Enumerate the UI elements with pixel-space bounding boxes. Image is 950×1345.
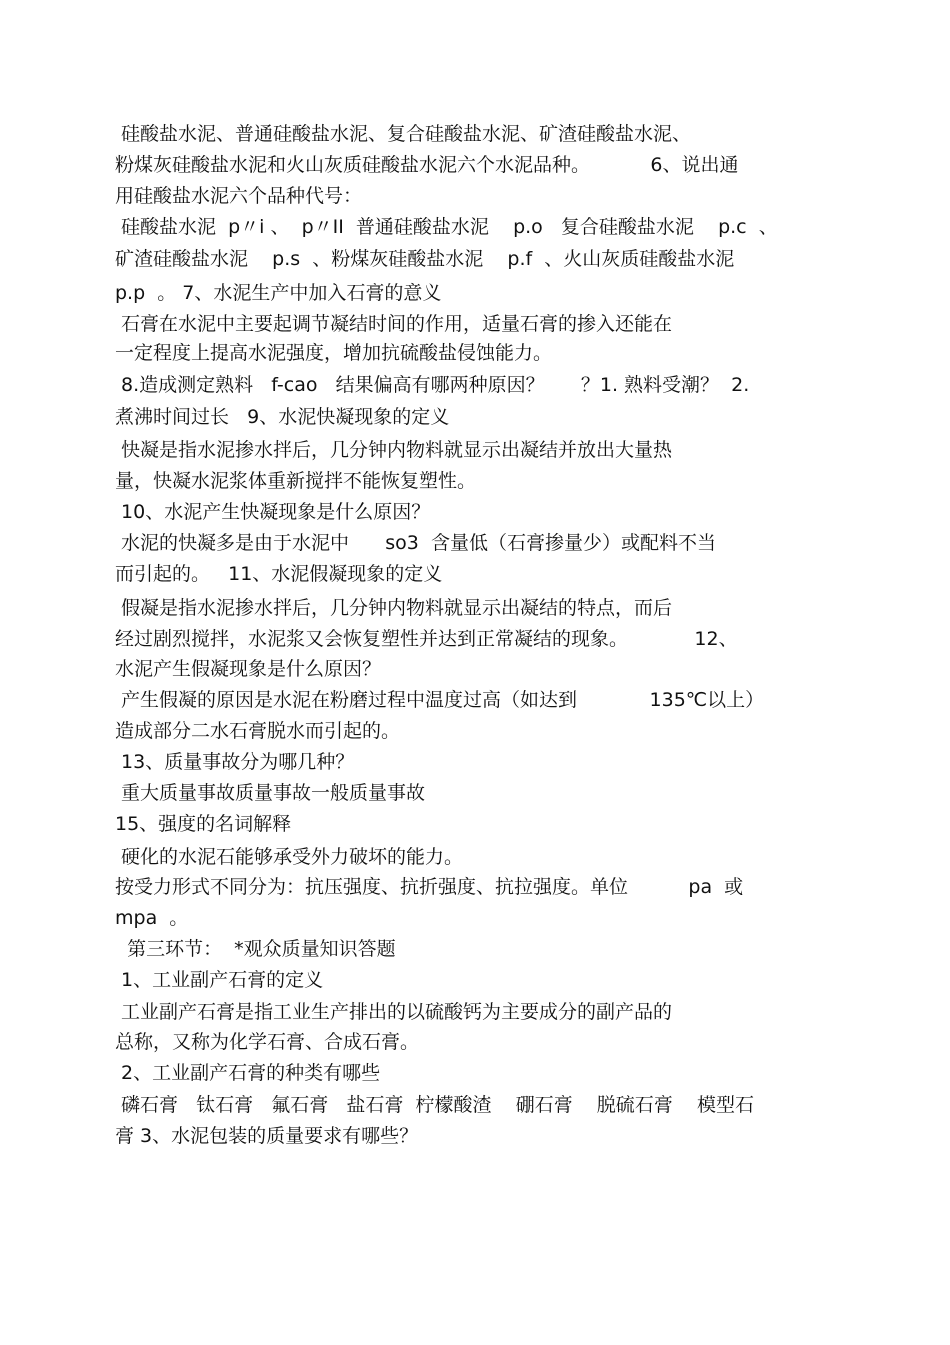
text-line: p.p 。 7、水泥生产中加入石膏的意义 [115,282,442,304]
text-line: 矿渣硅酸盐水泥 p.s 、粉煤灰硅酸盐水泥 p.f 、火山灰质硅酸盐水泥 [115,248,735,270]
text-line: 工业副产石膏是指工业生产排出的以硫酸钙为主要成分的副产品的 [115,1001,673,1023]
text-line: 按受力形式不同分为：抗压强度、抗折强度、抗拉强度。单位 pa 或 [115,876,744,898]
text-line: 煮沸时间过长 9、水泥快凝现象的定义 [115,406,450,428]
text-line: 石膏在水泥中主要起调节凝结时间的作用，适量石膏的掺入还能在 [115,313,673,335]
text-line: 硅酸盐水泥、普通硅酸盐水泥、复合硅酸盐水泥、矿渣硅酸盐水泥、 [115,123,692,145]
text-line: 重大质量事故质量事故一般质量事故 [115,782,426,804]
text-line: 水泥的快凝多是由于水泥中 so3 含量低（石膏掺量少）或配料不当 [115,532,716,554]
text-line: 1、工业副产石膏的定义 [115,969,324,991]
text-line: 膏 3、水泥包装的质量要求有哪些？ [115,1125,419,1147]
text-line: 一定程度上提高水泥强度，增加抗硫酸盐侵蚀能力。 [115,342,553,364]
text-line: 15、强度的名词解释 [115,813,292,835]
text-line: 第三环节： *观众质量知识答题 [115,938,396,960]
text-line: 造成部分二水石膏脱水而引起的。 [115,720,401,742]
text-line: 而引起的。 11、水泥假凝现象的定义 [115,563,443,585]
text-line: 8.造成测定熟料 f-cao 结果偏高有哪两种原因？ ？1. 熟料受潮？ 2. [115,374,750,396]
text-line: 13、质量事故分为哪几种？ [115,751,355,773]
text-line: 粉煤灰硅酸盐水泥和火山灰质硅酸盐水泥六个水泥品种。 6、说出通 [115,154,739,176]
text-line: 产生假凝的原因是水泥在粉磨过程中温度过高（如达到 135℃以上） [115,689,765,711]
text-line: 经过剧烈搅拌，水泥浆又会恢复塑性并达到正常凝结的现象。 12、 [115,628,738,650]
text-line: mpa 。 [115,907,189,929]
text-line: 硅酸盐水泥 p〃i 、 p〃II 普通硅酸盐水泥 p.o 复合硅酸盐水泥 p.c 、 [115,216,778,238]
text-line: 2、工业副产石膏的种类有哪些 [115,1062,381,1084]
text-line: 10、水泥产生快凝现象是什么原因？ [115,501,431,523]
text-line: 假凝是指水泥掺水拌后，几分钟内物料就显示出凝结的特点，而后 [115,597,673,619]
text-line: 快凝是指水泥掺水拌后，几分钟内物料就显示出凝结并放出大量热 [115,439,673,461]
text-line: 硬化的水泥石能够承受外力破坏的能力。 [115,846,464,868]
text-line: 量，快凝水泥浆体重新搅拌不能恢复塑性。 [115,470,477,492]
text-line: 用硅酸盐水泥六个品种代号： [115,185,363,207]
text-line: 总称，又称为化学石膏、合成石膏。 [115,1031,420,1053]
text-line: 水泥产生假凝现象是什么原因？ [115,658,382,680]
text-line: 磷石膏 钛石膏 氟石膏 盐石膏 柠檬酸渣 硼石膏 脱硫石膏 模型石 [115,1094,754,1116]
